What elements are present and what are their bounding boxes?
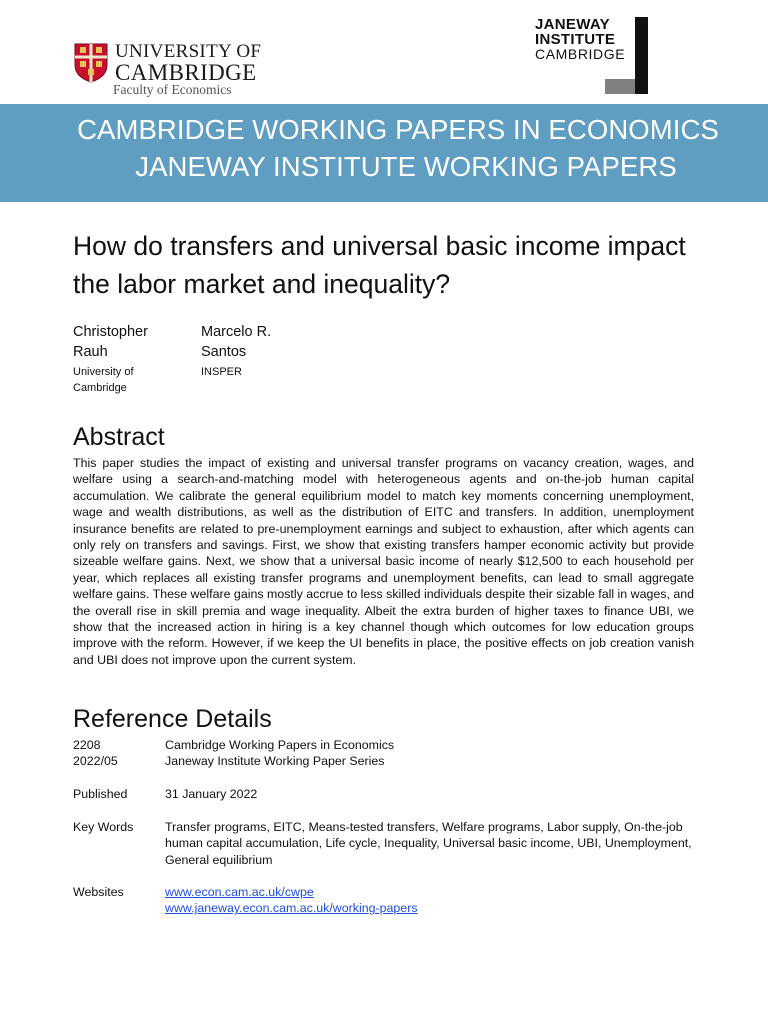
website-link-cwpe[interactable]: www.econ.cam.ac.uk/cwpe	[165, 885, 314, 899]
janeway-line2: INSTITUTE	[535, 31, 616, 48]
banner-line2: JANEWAY INSTITUTE WORKING PAPERS	[135, 151, 677, 182]
author-1-affiliation-line2: Cambridge	[73, 382, 127, 394]
author-2	[201, 322, 321, 380]
janeway-wordmark	[535, 17, 625, 62]
author-2-affiliation	[201, 364, 321, 380]
janeway-logo	[535, 17, 655, 95]
cambridge-faculty: Faculty of Economics	[113, 82, 232, 97]
author-2-affiliation-line1: INSPER	[201, 366, 242, 378]
janeway-grey-bar	[605, 79, 635, 94]
author-1-name-line2: Rauh	[73, 344, 108, 360]
janeway-series-name: Janeway Institute Working Paper Series	[165, 754, 385, 768]
author-2-name-line1: Marcelo R.	[201, 324, 272, 340]
published-label: Published	[73, 787, 128, 801]
author-1-name-line1: Christopher	[73, 324, 148, 340]
author-2-name-line2: Santos	[201, 344, 247, 360]
paper-title: How do transfers and universal basic income impact the labor market and inequality?	[73, 231, 686, 299]
series-banner	[0, 104, 768, 202]
websites-list	[165, 884, 695, 917]
cambridge-line1: UNIVERSITY OF	[115, 41, 262, 62]
cambridge-shield-icon	[74, 43, 108, 83]
published-date: 31 January 2022	[165, 787, 258, 801]
abstract-heading: Abstract	[73, 423, 165, 451]
cambridge-line2: CAMBRIDGE	[115, 60, 257, 85]
reference-heading: Reference Details	[73, 705, 272, 733]
janeway-black-bar	[635, 17, 648, 94]
banner-line1: CAMBRIDGE WORKING PAPERS IN ECONOMICS	[77, 114, 719, 145]
abstract-text: This paper studies the impact of existing and universal transfer programs on vacancy creation, wages, and welfare using a search-and-matching model with heterogeneous agents and on-the-job human capital accumulation. We calibrate the general equilibrium model to match key moments concerning unemployment, wage and wealth distributions, as well as the distribution of EITC and transfers. In addition, unemployment insurance benefits are related to pre-unemployment earnings and subject to exhaustion, after which agents can only rely on transfers and savings. First, we show that existing transfers hamper economic activity but provide sizeable welfare gains. Next, we show that a universal basic income of nearly $12,500 to each household per year, which replaces all existing transfer programs and unemployment benefits, can lead to small aggregate welfare gains. These welfare gains mostly accrue to less skilled individuals despite their sizable fall in wages, and the overall rise in skill premia and wage inequality. Albeit the extra burden of higher taxes to finance UBI, we show that the increased action in hiring is a key channel though which outcomes for low education groups improve with the reform. However, if we keep the UI benefits in place, the positive effects on job creation vanish and UBI does not improve upon the current system.	[73, 456, 694, 667]
author-1-affiliation	[73, 364, 193, 396]
websites-label: Websites	[73, 885, 124, 899]
website-link-janeway[interactable]: www.janeway.econ.cam.ac.uk/working-papers	[165, 901, 418, 916]
keywords-label: Key Words	[73, 820, 134, 834]
janeway-line3: CAMBRIDGE	[535, 46, 626, 62]
cambridge-wordmark	[115, 42, 261, 84]
author-1-affiliation-line1: University of	[73, 366, 134, 378]
author-1	[73, 322, 193, 396]
keywords-value: Transfer programs, EITC, Means-tested transfers, Welfare programs, Labor supply, On-the-job human capital accumulation, Life cycle, Inequality, Universal basic income, UBI, Unemployment, General equilibrium	[165, 820, 692, 867]
janeway-number: 2022/05	[73, 754, 118, 768]
series-name: Cambridge Working Papers in Economics	[165, 738, 395, 752]
paper-number: 2208	[73, 738, 101, 752]
cambridge-logo	[74, 42, 274, 98]
janeway-line1: JANEWAY	[535, 16, 610, 33]
